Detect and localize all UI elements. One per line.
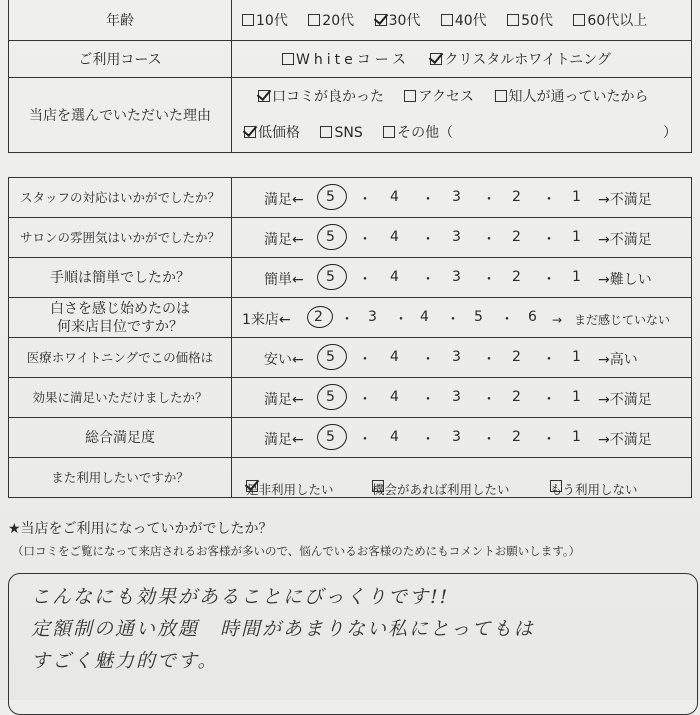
survey-row bbox=[9, 378, 692, 418]
scale-value[interactable]: 3 bbox=[452, 229, 461, 245]
rating-scale[interactable] bbox=[232, 178, 691, 217]
reason-option-reviews[interactable]: 口コミが良かった bbox=[258, 89, 384, 105]
scale-value[interactable]: 2 bbox=[512, 389, 521, 405]
revisit-options: 是非利用したい 機会があれば利用したい もう利用しない bbox=[246, 482, 638, 497]
scale-left-label: 満足← bbox=[264, 232, 304, 248]
scale-dot: ・ bbox=[542, 392, 556, 408]
scale-value[interactable]: 1 bbox=[572, 229, 581, 245]
scale-right-label: →難しい bbox=[598, 272, 652, 288]
reason-option-low-price[interactable]: 低価格 bbox=[244, 125, 300, 141]
scale-right-label: →高い bbox=[598, 352, 638, 368]
survey-question bbox=[9, 298, 232, 338]
scale-dot: ・ bbox=[358, 192, 372, 208]
checkbox[interactable] bbox=[383, 126, 395, 138]
reason-option-friend[interactable]: 知人が通っていたから bbox=[495, 89, 649, 105]
scale-dot: ・ bbox=[421, 392, 435, 408]
comment-heading: ★当店をご利用になっていかがでしたか？ bbox=[8, 521, 273, 537]
reason-option-sns[interactable]: SNS bbox=[320, 125, 362, 141]
scale-right-label: →不満足 bbox=[598, 232, 652, 248]
scale-dot: ・ bbox=[358, 432, 372, 448]
scale-dot: ・ bbox=[542, 272, 556, 288]
revisit-row bbox=[9, 458, 692, 498]
selected-circle bbox=[315, 382, 348, 412]
rating-scale[interactable] bbox=[232, 338, 691, 377]
scale-value[interactable]: 1 bbox=[572, 389, 581, 405]
survey-question-line: 白さを感じ始めたのは bbox=[50, 300, 190, 317]
age-option-20s[interactable]: 20代 bbox=[308, 13, 354, 29]
scale-value[interactable]: 2 bbox=[512, 349, 521, 365]
scale-value[interactable]: 3 bbox=[452, 269, 461, 285]
scale-value[interactable]: 4 bbox=[390, 349, 399, 365]
reason-option-access[interactable]: アクセス bbox=[404, 89, 474, 105]
scale-dot: ・ bbox=[482, 192, 496, 208]
handwritten-line: こんなにも効果があることにびっくりです!! bbox=[31, 586, 450, 608]
age-option-60s-plus[interactable]: 60代以上 bbox=[573, 13, 647, 29]
survey-question: 手順は簡単でしたか？ bbox=[9, 258, 232, 298]
scale-value[interactable]: 3 bbox=[452, 389, 461, 405]
scale-left-label: 満足← bbox=[264, 392, 304, 408]
survey-row bbox=[9, 298, 692, 338]
rating-scale[interactable] bbox=[232, 258, 691, 297]
scale-dot: ・ bbox=[421, 192, 435, 208]
checkbox[interactable] bbox=[320, 126, 332, 138]
rating-scale[interactable] bbox=[232, 418, 691, 457]
scale-right-label: →不満足 bbox=[598, 192, 652, 208]
checkbox-checked[interactable] bbox=[375, 14, 387, 26]
scale-dot: ・ bbox=[358, 352, 372, 368]
scale-value[interactable]: 4 bbox=[390, 429, 399, 445]
scale-left-label: 安い← bbox=[264, 352, 304, 368]
other-close-paren: ） bbox=[663, 124, 677, 141]
scale-value[interactable]: 5 bbox=[474, 309, 483, 325]
scale-value[interactable]: 2 bbox=[314, 309, 323, 325]
scale-value[interactable]: 4 bbox=[390, 229, 399, 245]
scale-dot: ・ bbox=[358, 392, 372, 408]
course-options bbox=[232, 40, 692, 77]
scale-value[interactable]: 2 bbox=[512, 429, 521, 445]
comment-note: （口コミをご覧になって来店されるお客様が多いので、悩んでいるお客様のためにもコメントお願いします。） bbox=[12, 544, 581, 558]
checkbox[interactable] bbox=[573, 14, 585, 26]
checkbox[interactable] bbox=[495, 90, 507, 102]
scale-value[interactable]: 3 bbox=[368, 309, 377, 325]
scale-value[interactable]: 4 bbox=[420, 309, 429, 325]
scale-dot: ・ bbox=[421, 432, 435, 448]
scale-dot: ・ bbox=[421, 272, 435, 288]
handwritten-line: 定額制の通い放題 時間があまりない私にとってもは bbox=[31, 618, 535, 640]
scale-value[interactable]: 1 bbox=[572, 269, 581, 285]
scale-value[interactable]: 2 bbox=[512, 229, 521, 245]
scale-value[interactable]: 5 bbox=[326, 189, 335, 205]
customer-info-table bbox=[8, 0, 692, 153]
survey-question: サロンの雰囲気はいかがでしたか？ bbox=[9, 218, 232, 258]
scale-value[interactable]: 4 bbox=[390, 269, 399, 285]
scale-dot: ・ bbox=[542, 352, 556, 368]
scale-dot: ・ bbox=[394, 312, 408, 328]
survey-question: 効果に満足いただけましたか？ bbox=[9, 378, 232, 418]
scale-value[interactable]: 2 bbox=[512, 269, 521, 285]
scale-value[interactable]: 5 bbox=[326, 429, 335, 445]
age-label: 年齢 bbox=[9, 0, 232, 40]
course-label: ご利用コース bbox=[9, 40, 232, 77]
comment-box[interactable] bbox=[8, 573, 698, 715]
survey-row bbox=[9, 418, 692, 458]
survey-question: 医療ホワイトニングでこの価格は bbox=[9, 338, 232, 378]
age-option-10s[interactable]: 10代 bbox=[242, 13, 288, 29]
checkbox[interactable] bbox=[242, 14, 254, 26]
scale-value[interactable]: 6 bbox=[528, 309, 537, 325]
checkbox-checked[interactable] bbox=[258, 90, 270, 102]
checkbox[interactable] bbox=[308, 14, 320, 26]
scale-dot: ・ bbox=[542, 432, 556, 448]
scale-value[interactable]: 4 bbox=[390, 389, 399, 405]
scale-left-label: 満足← bbox=[264, 432, 304, 448]
age-option-50s[interactable]: 50代 bbox=[507, 13, 553, 29]
scale-value[interactable]: 3 bbox=[452, 429, 461, 445]
reason-label: 当店を選んでいただいた理由 bbox=[9, 77, 232, 152]
scale-dot: ・ bbox=[358, 232, 372, 248]
scale-dot: ・ bbox=[421, 352, 435, 368]
checkbox[interactable] bbox=[441, 14, 453, 26]
checkbox[interactable] bbox=[404, 90, 416, 102]
survey-question: スタッフの対応はいかがでしたか？ bbox=[9, 178, 232, 218]
survey-question: 総合満足度 bbox=[9, 418, 232, 458]
scale-dot: ・ bbox=[542, 192, 556, 208]
checkbox-checked[interactable] bbox=[430, 53, 442, 65]
scale-left-label: 満足← bbox=[264, 192, 304, 208]
scale-left-label: 1来店← bbox=[242, 312, 291, 328]
scale-dot: ・ bbox=[482, 432, 496, 448]
age-option-40s[interactable]: 40代 bbox=[441, 13, 487, 29]
survey-question-line: 何来店目位ですか？ bbox=[57, 318, 183, 335]
scale-value[interactable]: 5 bbox=[326, 389, 335, 405]
scale-dot: ・ bbox=[446, 312, 460, 328]
scale-value[interactable]: 5 bbox=[326, 229, 335, 245]
scale-dot: ・ bbox=[500, 312, 514, 328]
reason-options bbox=[232, 77, 692, 152]
revisit-question: また利用したいですか？ bbox=[9, 458, 232, 498]
scale-dot: ・ bbox=[340, 312, 354, 328]
checkbox[interactable] bbox=[282, 53, 294, 65]
scale-dot: ・ bbox=[358, 272, 372, 288]
scale-value[interactable]: 4 bbox=[390, 189, 399, 205]
scale-value[interactable]: 3 bbox=[452, 349, 461, 365]
scale-right-label: → まだ感じていない bbox=[552, 313, 671, 327]
scale-value[interactable]: 3 bbox=[452, 189, 461, 205]
scale-dot: ・ bbox=[482, 272, 496, 288]
checkbox-checked[interactable] bbox=[244, 126, 256, 138]
course-option-crystal[interactable]: クリスタルホワイトニング bbox=[430, 52, 610, 68]
reason-option-other[interactable]: その他（ bbox=[383, 125, 453, 141]
scale-right-label: →不満足 bbox=[598, 392, 652, 408]
selected-circle bbox=[315, 262, 348, 292]
scale-dot: ・ bbox=[421, 232, 435, 248]
scale-value[interactable]: 5 bbox=[326, 269, 335, 285]
age-option-30s[interactable]: 30代 bbox=[375, 13, 421, 29]
survey-row bbox=[9, 218, 692, 258]
course-option-white[interactable]: Whiteコース bbox=[282, 52, 410, 68]
survey-table bbox=[8, 177, 692, 498]
scale-value[interactable]: 2 bbox=[512, 189, 521, 205]
scale-value[interactable]: 1 bbox=[572, 189, 581, 205]
scale-dot: ・ bbox=[542, 232, 556, 248]
checkbox[interactable] bbox=[507, 14, 519, 26]
scale-dot: ・ bbox=[482, 232, 496, 248]
rating-scale[interactable] bbox=[232, 298, 691, 337]
age-options bbox=[232, 0, 692, 40]
selected-circle bbox=[315, 342, 348, 372]
scale-dot: ・ bbox=[482, 392, 496, 408]
scale-value[interactable]: 1 bbox=[572, 349, 581, 365]
survey-row bbox=[9, 178, 692, 218]
rating-scale[interactable] bbox=[232, 378, 691, 417]
scale-dot: ・ bbox=[482, 352, 496, 368]
handwritten-line: すごく魅力的です。 bbox=[31, 650, 219, 672]
selected-circle bbox=[315, 222, 348, 252]
scale-value[interactable]: 5 bbox=[326, 349, 335, 365]
rating-scale[interactable] bbox=[232, 218, 691, 257]
selected-circle bbox=[315, 182, 348, 212]
selected-circle bbox=[306, 304, 335, 329]
scale-value[interactable]: 1 bbox=[572, 429, 581, 445]
survey-row bbox=[9, 338, 692, 378]
scale-right-label: →不満足 bbox=[598, 432, 652, 448]
scale-left-label: 簡単← bbox=[264, 272, 304, 288]
selected-circle bbox=[315, 422, 348, 452]
survey-row bbox=[9, 258, 692, 298]
